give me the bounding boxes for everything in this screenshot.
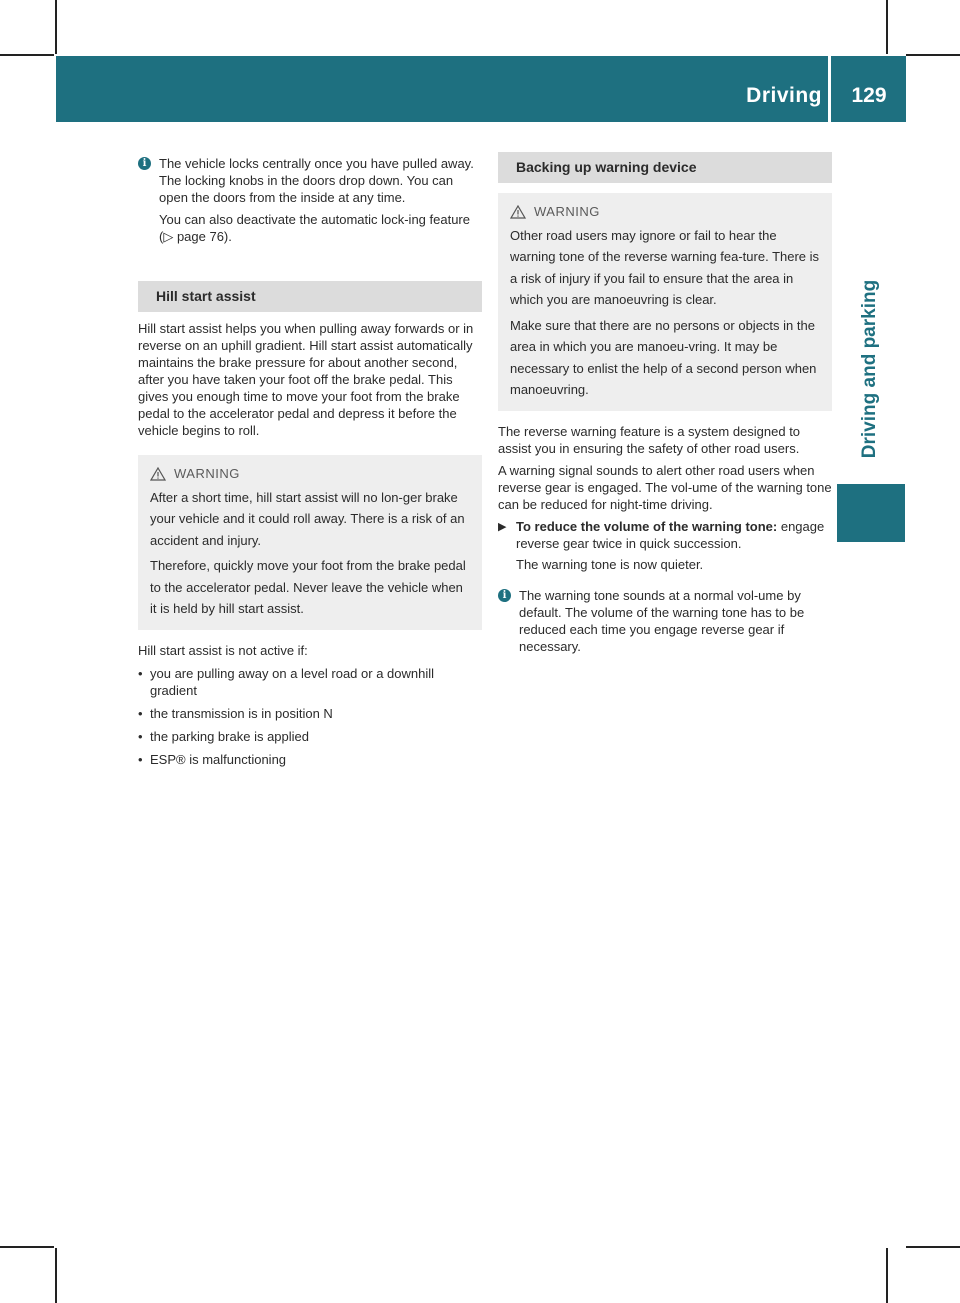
info-note <box>498 587 832 660</box>
crop-mark <box>906 1246 960 1248</box>
warning-label: WARNING <box>174 466 240 481</box>
crop-mark <box>0 1246 54 1248</box>
instruction-step <box>498 518 832 573</box>
right-column <box>498 152 832 660</box>
info-paragraph: The warning tone sounds at a normal vol-ume by default. The volume of the warning tone has to be reduced each time you engage reverse gear if necessary. <box>519 587 805 654</box>
left-column <box>138 155 482 774</box>
section-heading: Hill start assist <box>138 281 482 312</box>
crop-mark <box>906 54 960 56</box>
crop-mark <box>55 0 57 54</box>
list-item: • ESP® is malfunctioning <box>138 751 482 768</box>
info-note <box>138 155 482 250</box>
info-icon: i <box>498 589 511 602</box>
crop-mark <box>0 54 54 56</box>
list-item: • the parking brake is applied <box>138 728 482 745</box>
header-section-title: Driving <box>746 84 822 107</box>
body-paragraph: The reverse warning feature is a system designed to assist you in ensuring the safety of other road users. <box>498 423 801 456</box>
instruction-lead: To reduce the volume of the warning tone: <box>516 518 778 534</box>
info-paragraph: You can also deactivate the automatic lock-ing feature (▷ page 76). <box>159 212 470 244</box>
info-paragraph: The vehicle locks centrally once you have pulled away. The locking knobs in the doors drop down. You can open the doors from the inside at any time. <box>159 156 474 205</box>
arrow-right-icon: ▶ <box>498 520 507 533</box>
crop-mark <box>886 0 888 54</box>
section-heading: Backing up warning device <box>498 152 832 183</box>
warning-box <box>498 193 832 411</box>
warning-paragraph: Therefore, quickly move your foot from the brake pedal to the accelerator pedal. Never leave the vehicle when it is held by hill start assist. <box>150 558 466 616</box>
list-item: • the transmission is in position N <box>138 705 482 722</box>
warning-box <box>138 455 482 630</box>
warning-triangle-icon <box>150 467 166 481</box>
warning-paragraph: After a short time, hill start assist will no lon-ger brake your vehicle and it could roll away. There is a risk of an accident and injury. <box>150 489 465 548</box>
page-number: 129 <box>851 84 887 107</box>
instruction-result: The warning tone is now quieter. <box>516 556 704 572</box>
body-paragraph: A warning signal sounds to alert other road users when reverse gear is engaged. The vol-ume of the warning tone can be reduced for night-time driving. <box>498 462 832 512</box>
list-item: • you are pulling away on a level road or a downhill gradient <box>138 665 482 699</box>
chapter-marker <box>837 484 905 542</box>
crop-mark <box>886 1248 888 1303</box>
condition-list <box>138 665 482 768</box>
warning-title <box>150 463 472 485</box>
warning-paragraph: Other road users may ignore or fail to hear the warning tone of the reverse warning fea-ture. There is a risk of injury if you fail to ensure that the area in which you are manoeuvring is clear. <box>510 227 820 307</box>
instruction-text: engage reverse gear twice in quick succession. <box>516 518 825 551</box>
warning-triangle-icon <box>510 205 526 219</box>
warning-label: WARNING <box>534 204 600 219</box>
body-paragraph: Hill start assist is not active if: <box>138 642 308 658</box>
crop-mark <box>55 1248 57 1303</box>
header-divider <box>828 56 831 122</box>
warning-title <box>510 201 822 223</box>
body-paragraph: Hill start assist helps you when pulling away forwards or in reverse on an uphill gradient. Hill start assist automatically maintains the brake pressure for about another second, after you have taken your foot off the brake pedal. This gives you enough time to move your foot from the brake pedal to the accelerator pedal and depress it before the vehicle begins to roll. <box>138 321 474 438</box>
side-chapter-label: Driving and parking <box>859 279 880 459</box>
warning-paragraph: Make sure that there are no persons or objects in the area in which you are manoeu-vring. It may be necessary to enlist the help of a second person when manoeuvring. <box>510 317 817 397</box>
info-icon: i <box>138 157 151 170</box>
